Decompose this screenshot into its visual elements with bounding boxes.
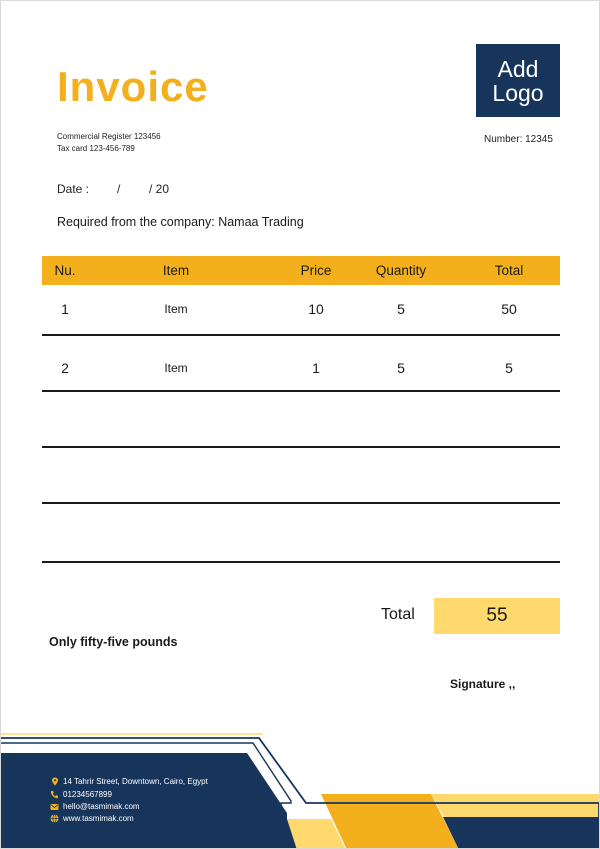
amount-in-words: Only fifty-five pounds [49, 635, 178, 649]
contact-address [50, 777, 270, 786]
registration-info [57, 131, 161, 155]
tax-card: Tax card 123-456-789 [57, 144, 135, 153]
footer-navy-left [1, 753, 297, 849]
row-item: Item [164, 361, 188, 375]
row-number: 2 [61, 360, 69, 376]
header-quantity: Quantity [375, 263, 427, 278]
footer-navy-right [443, 817, 600, 849]
date-separator-2: / 20 [149, 182, 170, 196]
signature-label: Signature ,, [450, 677, 516, 691]
row-total: 5 [505, 360, 513, 376]
envelope-icon [50, 802, 59, 811]
header-number: Nu. [54, 263, 76, 278]
table-header [42, 256, 560, 285]
footer-stripe-light-right [431, 794, 600, 817]
row-divider [42, 334, 560, 336]
total-value: 55 [434, 598, 560, 634]
row-price: 10 [308, 301, 324, 317]
logo-placeholder [476, 44, 560, 117]
header-item: Item [162, 263, 190, 278]
header-price: Price [300, 263, 332, 278]
required-from-company: Required from the company: Namaa Trading [57, 215, 304, 229]
contact-website [50, 814, 270, 823]
email-text: hello@tasmimak.com [63, 802, 140, 811]
invoice-title: Invoice [57, 63, 209, 110]
contact-email [50, 802, 270, 811]
invoice-number: Number: 12345 [484, 134, 553, 145]
contact-phone [50, 790, 270, 799]
row-item: Item [164, 302, 188, 316]
row-divider [42, 502, 560, 504]
commercial-register: Commercial Register 123456 [57, 132, 161, 141]
row-number: 1 [61, 301, 69, 317]
row-price: 1 [312, 360, 320, 376]
date-label: Date : [57, 182, 90, 196]
website-text: www.tasmimak.com [63, 814, 134, 823]
table-row [42, 289, 560, 329]
logo-line-2: Logo [492, 79, 544, 106]
date-separator-1: / [117, 182, 121, 196]
row-quantity: 5 [397, 301, 405, 317]
date-field [57, 182, 170, 196]
row-quantity: 5 [397, 360, 405, 376]
row-divider [42, 390, 560, 392]
phone-text: 01234567899 [63, 790, 112, 799]
row-divider [42, 561, 560, 563]
header-total: Total [494, 263, 524, 278]
location-pin-icon [50, 777, 59, 786]
row-total: 50 [501, 301, 517, 317]
row-divider [42, 446, 560, 448]
globe-icon [50, 814, 59, 823]
logo-line-1: Add [497, 55, 539, 82]
total-label: Total [381, 606, 415, 623]
table-row [42, 348, 560, 388]
phone-icon [50, 790, 59, 799]
address-text: 14 Tahrir Street, Downtown, Cairo, Egypt [63, 777, 208, 786]
